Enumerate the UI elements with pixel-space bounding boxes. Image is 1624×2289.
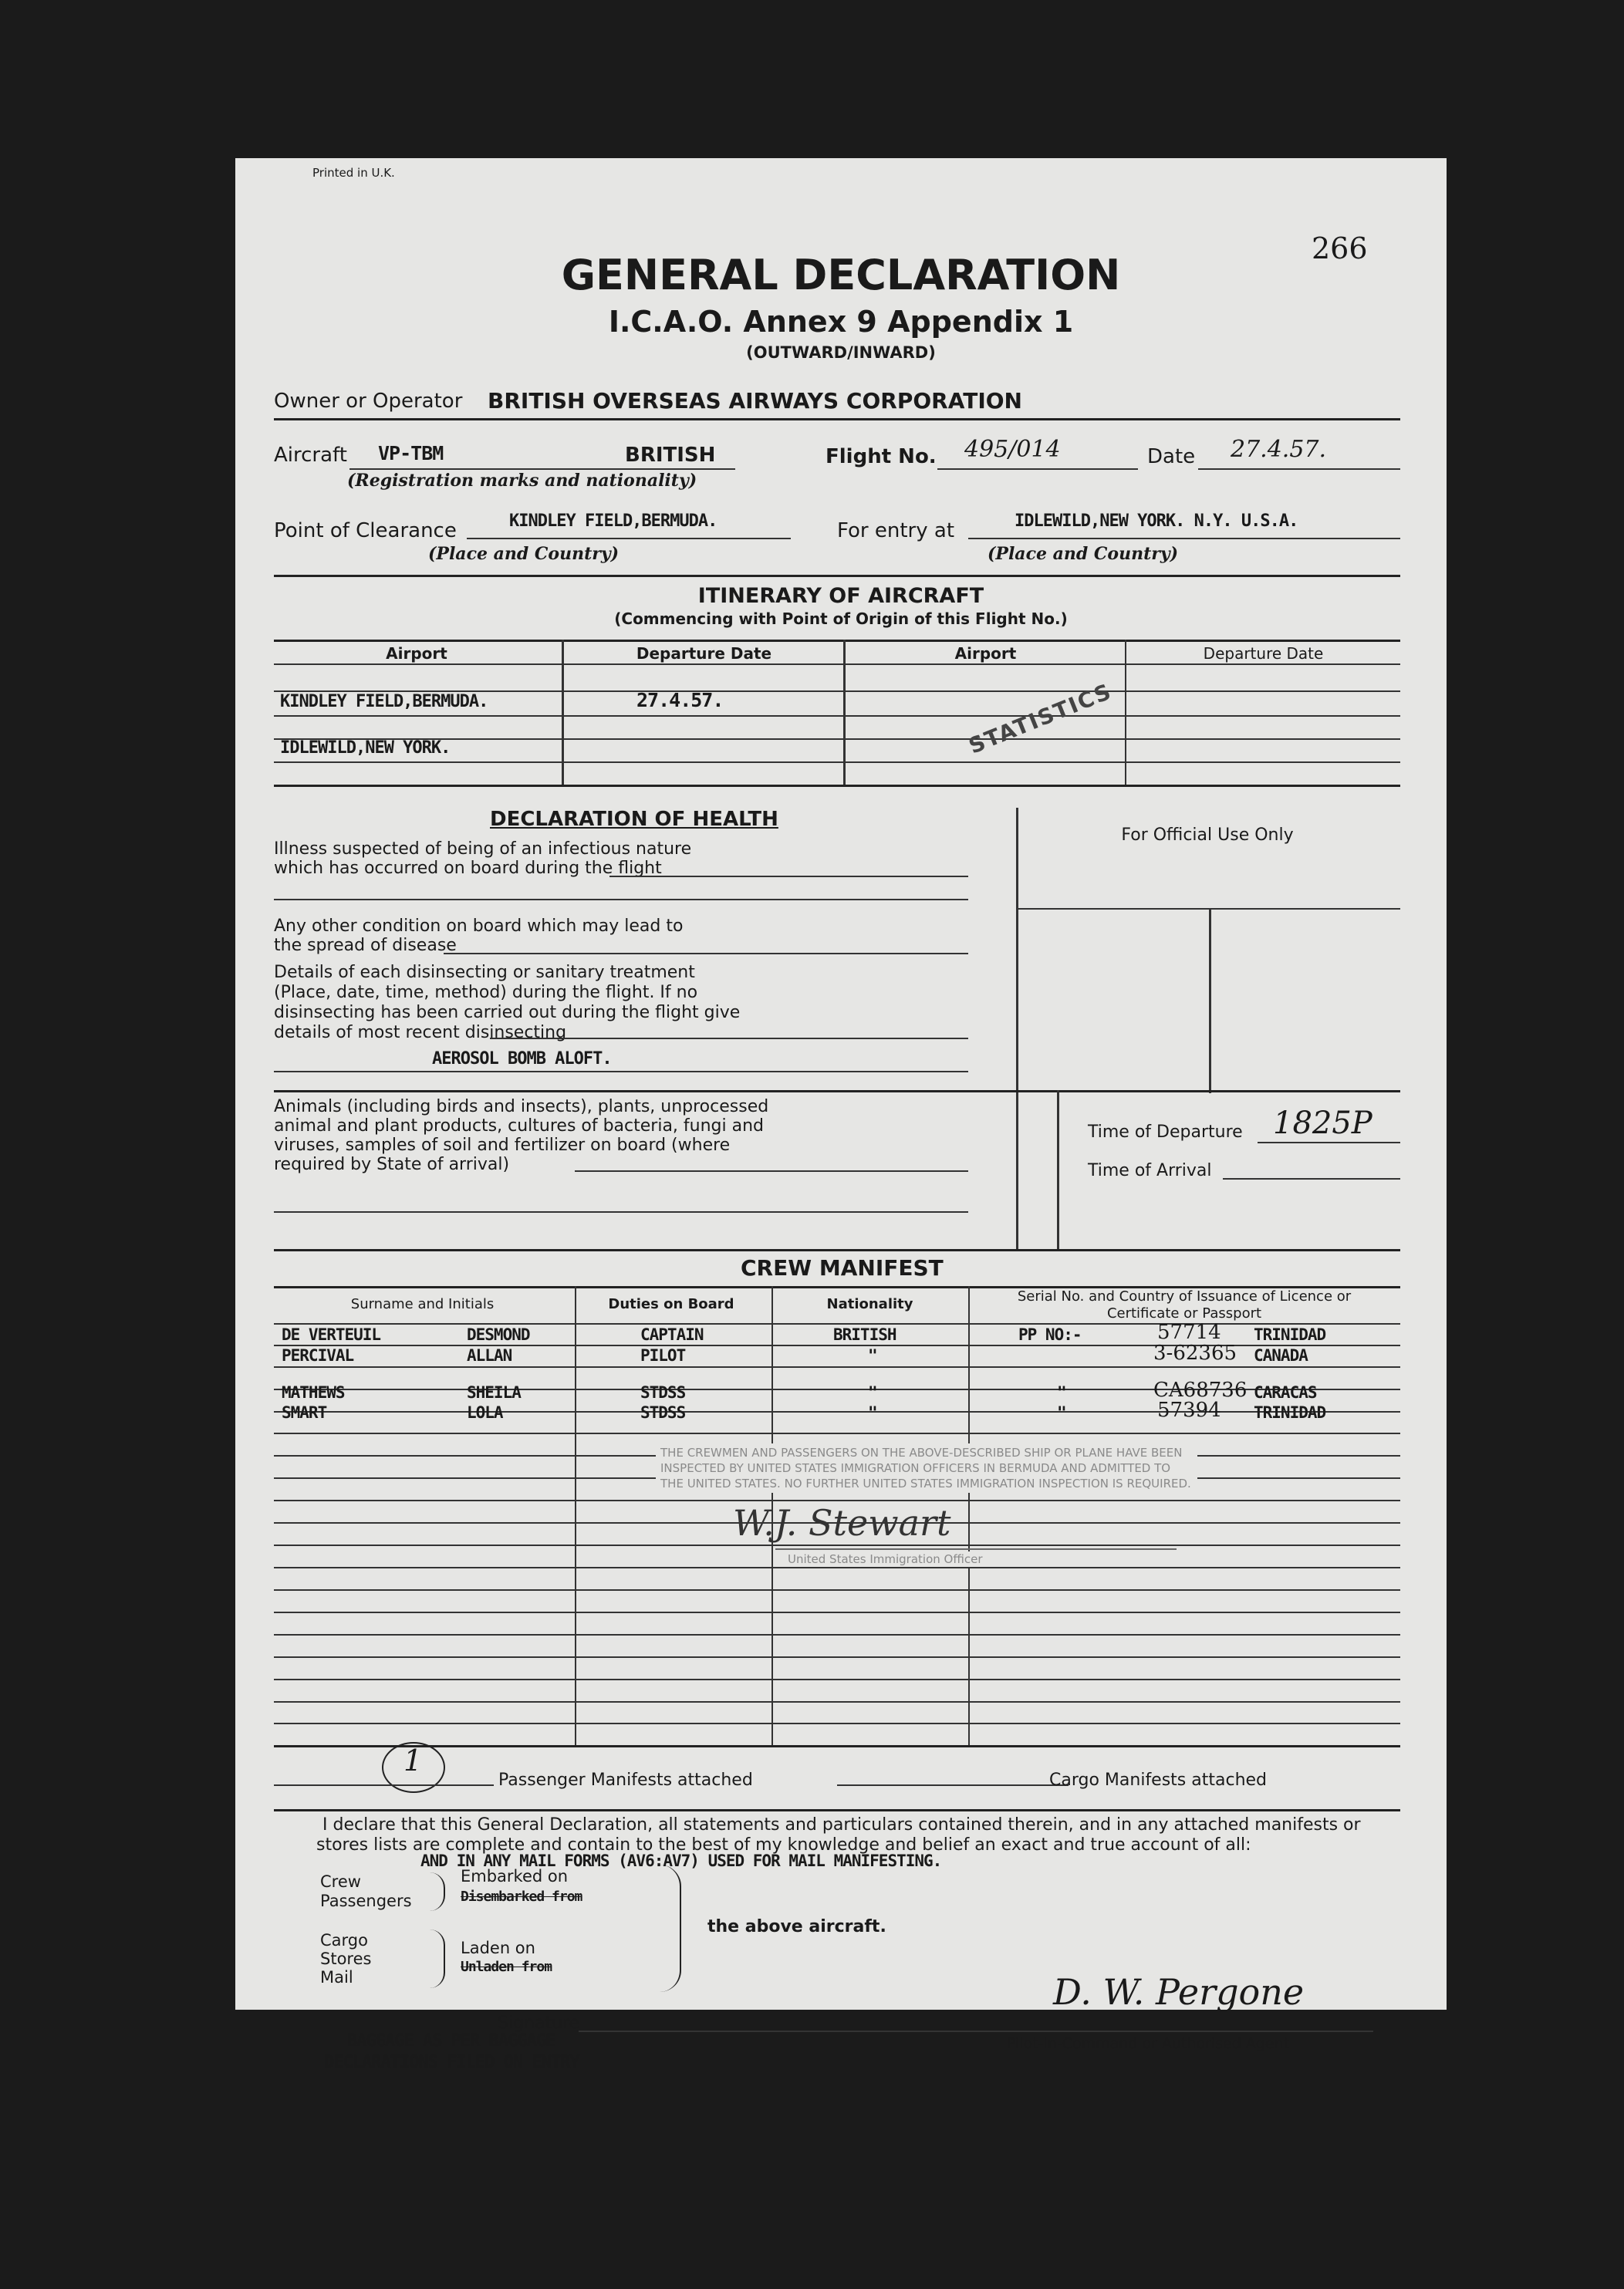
above-aircraft-label: the above aircraft.	[707, 1917, 886, 1936]
crew-header-duties: Duties on Board	[608, 1296, 734, 1312]
aircraft-label: Aircraft	[274, 444, 347, 467]
crew-serial: 57714	[1157, 1321, 1221, 1344]
declaration-form	[235, 158, 1447, 2072]
crew-surname: PERCIVAL	[282, 1346, 354, 1365]
laden-value: Unladen from	[461, 1959, 552, 1975]
crew-country: TRINIDAD	[1254, 1403, 1326, 1422]
itinerary-header-airport-1: Airport	[386, 644, 447, 663]
crew-nationality: BRITISH	[833, 1325, 896, 1344]
statistics-stamp: STATISTICS	[964, 678, 1116, 759]
crew-header-nationality: Nationality	[826, 1296, 913, 1312]
crew-surname: SMART	[282, 1403, 327, 1422]
clearance-value: KINDLEY FIELD,BERMUDA.	[509, 511, 717, 531]
crew-header-serial: Serial No. and Country of Issuance of Licence or Certificate or Passport	[1017, 1288, 1352, 1322]
label-crew: Crew	[320, 1872, 361, 1891]
aircraft-nationality: BRITISH	[625, 444, 716, 467]
crew-row	[235, 1379, 1447, 1402]
health-answer: AEROSOL BOMB ALOFT.	[432, 1049, 612, 1069]
itinerary-subtitle: (Commencing with Point of Origin of this Flight No.)	[614, 609, 1068, 628]
crew-nationality: "	[868, 1346, 877, 1365]
crew-title: CREW MANIFEST	[741, 1255, 944, 1281]
declaration-text: I declare that this General Declaration, all statements and particulars contained therein, and in any attached manifests or stores lists are complete and contain to the best of my knowledge and belief an exact and true account of all:	[316, 1815, 1361, 1855]
pilot-label: Pilot-in-Command or Authorised Agent	[1007, 2035, 1290, 2052]
label-passengers: Passengers	[320, 1892, 412, 1910]
flight-no-value: 495/014	[964, 436, 1061, 463]
label-mail: Mail	[320, 1968, 353, 1987]
crew-serial: 3-62365	[1153, 1342, 1237, 1365]
brace-crew	[427, 1872, 445, 1911]
entry-label: For entry at	[837, 519, 955, 542]
crew-duty: PILOT	[640, 1346, 686, 1365]
immigration-officer-label: United States Immigration Officer	[783, 1551, 988, 1567]
passenger-manifest-label: Passenger Manifests attached	[494, 1771, 758, 1790]
crew-surname: DE VERTEUIL	[282, 1325, 381, 1344]
itinerary-header-date-2: Departure Date	[1203, 644, 1324, 663]
crew-country: CANADA	[1254, 1346, 1308, 1365]
printed-in: Printed in U.K.	[312, 166, 395, 180]
embarked-value: Disembarked from	[461, 1889, 582, 1905]
itinerary-header-airport-2: Airport	[954, 644, 1017, 663]
owner-label: Owner or Operator	[274, 390, 463, 413]
typed-mail-note: AND IN ANY MAIL FORMS (AV6:AV7) USED FOR MAIL MANIFESTING.	[420, 1852, 942, 1870]
arrival-label: Time of Arrival	[1088, 1161, 1212, 1180]
brace-cargo	[427, 1929, 445, 1988]
clearance-label: Point of Clearance	[274, 519, 457, 542]
entry-caption: (Place and Country)	[988, 544, 1179, 564]
itinerary-header-date-1: Departure Date	[636, 644, 772, 663]
animals-question: Animals (including birds and insects), plants, unprocessed animal and plant products, cultures of bacteria, fungi and viruses, samples of soil and fertilizer on board (where required by State of arrival)	[274, 1097, 769, 1174]
cargo-manifest-label: Cargo Manifests attached	[1049, 1771, 1268, 1790]
itinerary-title: ITINERARY OF AIRCRAFT	[697, 584, 984, 608]
health-q1: Illness suspected of being of an infectious nature which has occurred on board during the flight	[274, 839, 692, 878]
crew-header-surname: Surname and Initials	[350, 1296, 495, 1312]
aircraft-registration: VP-TBM	[378, 442, 444, 464]
page-number: 266	[1312, 231, 1368, 265]
crew-surname: MATHEWS	[282, 1383, 345, 1402]
crew-serial: 57394	[1157, 1399, 1221, 1422]
crew-given: DESMOND	[467, 1325, 530, 1344]
crew-row	[235, 1399, 1447, 1422]
flight-no-label: Flight No.	[826, 445, 937, 468]
baggage-line-1: BAGGAGE AS PER BAGGAGE	[347, 2031, 555, 2051]
date-label: Date	[1147, 445, 1196, 468]
label-laden: Laden on	[461, 1939, 535, 1957]
departure-value: 1825P	[1273, 1106, 1372, 1141]
itinerary-date-row1: 27.4.57.	[636, 689, 724, 711]
crew-nationality: "	[868, 1403, 877, 1422]
pilot-signature: D. W. Pergone	[1053, 1971, 1305, 2013]
crew-row	[235, 1321, 1447, 1344]
label-cargo: Cargo	[320, 1931, 368, 1950]
crew-country: CARACAS	[1254, 1383, 1317, 1402]
crew-duty: STDSS	[640, 1403, 686, 1422]
crew-duty: STDSS	[640, 1383, 686, 1402]
crew-doc-type: "	[1057, 1383, 1066, 1402]
immigration-stamp: THE CREWMEN AND PASSENGERS ON THE ABOVE-DESCRIBED SHIP OR PLANE HAVE BEEN INSPECTED BY UNITED STATES IMMIGRATION OFFICERS IN BERMUDA AND ADMITTED TO THE UNITED STATES. NO FURTHER UNITED STATES IMMIGRATION INSPECTION IS REQUIRED.	[656, 1443, 1197, 1493]
crew-doc-type: "	[1057, 1403, 1066, 1422]
itinerary-airport-row1: KINDLEY FIELD,BERMUDA.	[280, 692, 488, 711]
brace-main	[660, 1865, 681, 1992]
baggage-line-2: DECLARATIONS FILED ON ENTRY	[324, 2053, 579, 2072]
official-use-label: For Official Use Only	[1121, 825, 1294, 845]
crew-row	[235, 1342, 1447, 1365]
form-subtitle: I.C.A.O. Annex 9 Appendix 1	[608, 305, 1074, 339]
health-q2: Any other condition on board which may lead to the spread of disease	[274, 917, 684, 955]
crew-doc-type: PP NO:-	[1018, 1325, 1082, 1344]
passenger-count: 1	[403, 1744, 423, 1778]
label-stores: Stores	[320, 1950, 372, 1968]
aircraft-caption: (Registration marks and nationality)	[347, 471, 697, 491]
clearance-caption: (Place and Country)	[428, 544, 620, 564]
date-value: 27.4.57.	[1231, 436, 1327, 463]
entry-value: IDLEWILD,NEW YORK. N.Y. U.S.A.	[1015, 511, 1298, 531]
crew-country: TRINIDAD	[1254, 1325, 1326, 1344]
itinerary-airport-row2: IDLEWILD,NEW YORK.	[280, 738, 451, 758]
signature-label: Signature	[498, 2014, 580, 2033]
crew-nationality: "	[868, 1383, 877, 1402]
label-embarked: Embarked on	[461, 1867, 569, 1886]
form-direction: (OUTWARD/INWARD)	[746, 343, 936, 362]
officer-signature: W.J. Stewart	[733, 1502, 951, 1544]
crew-duty: CAPTAIN	[640, 1325, 704, 1344]
owner-value: BRITISH OVERSEAS AIRWAYS CORPORATION	[488, 388, 1022, 414]
form-title: GENERAL DECLARATION	[561, 251, 1121, 299]
health-q3: Details of each disinsecting or sanitary treatment (Place, date, time, method) during the flight. If no disinsecting has been carried out during the flight give details of most recent disinsecting	[274, 963, 741, 1042]
crew-given: SHEILA	[467, 1383, 521, 1402]
crew-serial: CA68736	[1153, 1379, 1248, 1402]
health-title: DECLARATION OF HEALTH	[490, 808, 778, 831]
crew-given: ALLAN	[467, 1346, 512, 1365]
departure-label: Time of Departure	[1088, 1123, 1243, 1142]
crew-given: LOLA	[467, 1403, 503, 1422]
